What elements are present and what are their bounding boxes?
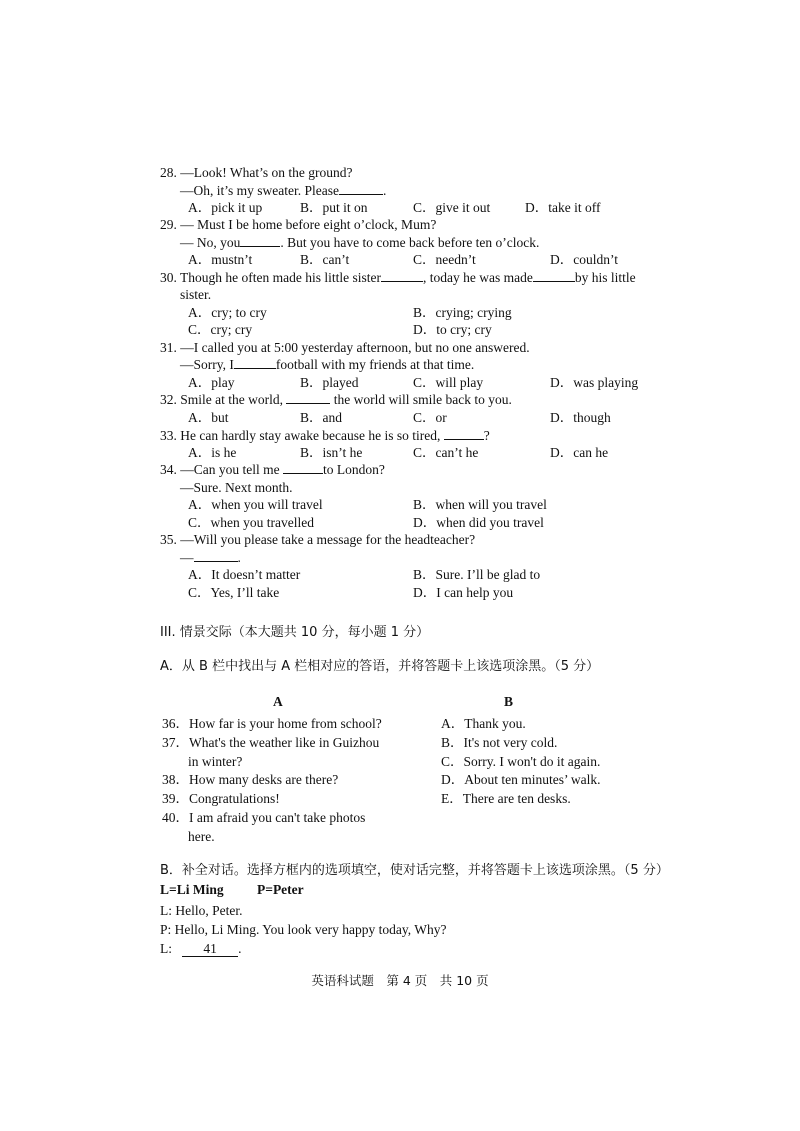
answer-blank (339, 182, 383, 195)
answer-blank (194, 549, 238, 562)
part-b-instruction: B．补全对话。选择方框内的选项填空，使对话完整，并将答题卡上该选项涂黑。（5 分） (160, 863, 669, 878)
q31-question: 31. —I called you at 5:00 yesterday afternoon, but no one answered. (160, 340, 530, 355)
q28-question: 28. —Look! What’s on the ground? (160, 165, 353, 180)
q35-option-d[interactable]: D．I can help you (413, 585, 514, 600)
q32-option-a[interactable]: A．but (188, 410, 229, 425)
q35-response (180, 549, 241, 566)
q28-option-a[interactable]: A．pick it up (188, 200, 263, 215)
q32-text-2: the world will smile back to you. (333, 392, 512, 407)
q34-option-b[interactable]: B．when will you travel (413, 497, 547, 512)
q35-question: 35. —Will you please take a message for the headteacher? (160, 532, 476, 547)
q30-option-b[interactable]: B．crying; crying (413, 305, 512, 320)
q33-text-2: ? (483, 428, 490, 443)
q28-response-end: . (382, 183, 387, 198)
q28-response (180, 182, 386, 199)
answer-blank (234, 356, 276, 369)
q33-option-d[interactable]: D．can he (550, 445, 609, 460)
q29-option-a[interactable]: A．mustn’t (188, 252, 253, 267)
q29-option-c[interactable]: C．needn’t (413, 252, 476, 267)
q34-response: —Sure. Next month. (180, 480, 293, 495)
q30-option-a[interactable]: A．cry; to cry (188, 305, 267, 320)
q29-option-b[interactable]: B．can’t (300, 252, 350, 267)
answer-blank (240, 234, 280, 247)
q35-response-text: — (180, 550, 194, 565)
q34-option-c[interactable]: C．when you travelled (188, 515, 314, 530)
q31-response-end: football with my friends at that time. (275, 357, 475, 372)
match-question: 38．How many desks are there? (162, 772, 339, 787)
blank-41[interactable]: 41 (182, 942, 238, 957)
q31-option-b[interactable]: B．played (300, 375, 359, 390)
q33-question (160, 427, 490, 444)
answer-blank (286, 391, 330, 404)
q33-text-1: 33. He can hardly stay awake because he is so tired, (160, 428, 441, 443)
q32-text-1: 32. Smile at the world, (160, 392, 283, 407)
q31-response (180, 356, 474, 373)
match-question: 36．How far is your home from school? (162, 716, 382, 731)
answer-blank (381, 269, 423, 282)
q33-option-c[interactable]: C．can’t he (413, 445, 479, 460)
q35-option-b[interactable]: B．Sure. I’ll be glad to (413, 567, 541, 582)
match-answer: E．There are ten desks. (441, 791, 571, 806)
q31-option-c[interactable]: C．will play (413, 375, 484, 390)
q33-option-a[interactable]: A．is he (188, 445, 237, 460)
q30-text-3: by his little (574, 270, 636, 285)
dialog-line: P: Hello, Li Ming. You look very happy today, Why? (160, 922, 447, 937)
role-peter: P=Peter (257, 882, 304, 897)
q30-option-c[interactable]: C．cry; cry (188, 322, 253, 337)
match-question-cont: here. (188, 829, 215, 844)
q32-question (160, 391, 512, 408)
q34-text-1: 34. —Can you tell me (160, 462, 280, 477)
match-question-cont: in winter? (188, 754, 243, 769)
q30-question-cont: sister. (180, 287, 212, 302)
q35-option-c[interactable]: C．Yes, I’ll take (188, 585, 280, 600)
q34-option-a[interactable]: A．when you will travel (188, 497, 323, 512)
q32-option-b[interactable]: B．and (300, 410, 342, 425)
match-question: 39．Congratulations! (162, 791, 280, 806)
match-answer: D．About ten minutes’ walk. (441, 772, 601, 787)
q34-text-2: to London? (322, 462, 385, 477)
match-answer: B．It's not very cold. (441, 735, 558, 750)
q31-option-a[interactable]: A．play (188, 375, 235, 390)
q28-option-c[interactable]: C．give it out (413, 200, 491, 215)
role-li-ming: L=Li Ming (160, 882, 224, 897)
section-title: III. 情景交际（本大题共 10 分，每小题 1 分） (160, 625, 430, 640)
answer-blank (533, 269, 575, 282)
q32-option-c[interactable]: C．or (413, 410, 447, 425)
q35-option-a[interactable]: A．It doesn’t matter (188, 567, 301, 582)
column-b-header: B (504, 694, 514, 709)
q32-option-d[interactable]: D．though (550, 410, 611, 425)
q28-response-text: —Oh, it’s my sweater. Please (180, 183, 339, 198)
q31-response-text: —Sorry, I (180, 357, 234, 372)
match-question: 40．I am afraid you can't take photos (162, 810, 366, 825)
dialog-line: L: Hello, Peter. (160, 903, 243, 918)
q29-response (180, 234, 539, 251)
column-a-header: A (273, 694, 283, 709)
q30-option-d[interactable]: D．to cry; cry (413, 322, 492, 337)
speaker-label: L: (160, 941, 172, 956)
match-answer: C．Sorry. I won't do it again. (441, 754, 601, 769)
answer-blank (283, 461, 323, 474)
q34-option-d[interactable]: D．when did you travel (413, 515, 544, 530)
dialog-end: . (238, 941, 242, 956)
q29-response-text: — No, you (180, 235, 241, 250)
match-question: 37．What's the weather like in Guizhou (162, 735, 380, 750)
part-a-instruction: A．从 B 栏中找出与 A 栏相对应的答语，并将答题卡上该选项涂黑。（5 分） (160, 659, 600, 674)
q29-option-d[interactable]: D．couldn’t (550, 252, 618, 267)
q28-option-b[interactable]: B．put it on (300, 200, 368, 215)
q35-response-end: . (237, 550, 241, 565)
q33-option-b[interactable]: B．isn’t he (300, 445, 363, 460)
q34-question (160, 461, 385, 478)
match-answer: A．Thank you. (441, 716, 526, 731)
dialog-line-blank (160, 940, 242, 957)
q30-text-1: 30. Though he often made his little sister (160, 270, 381, 285)
page-footer: 英语科试题 第 4 页 共 10 页 (311, 973, 489, 988)
q29-response-end: . But you have to come back before ten o’clock. (280, 235, 540, 250)
answer-blank (444, 427, 484, 440)
q29-question: 29. — Must I be home before eight o’clock, Mum? (160, 217, 437, 232)
q30-question (160, 269, 636, 286)
q31-option-d[interactable]: D．was playing (550, 375, 639, 390)
q30-text-2: , today he was made (422, 270, 533, 285)
q28-option-d[interactable]: D．take it off (525, 200, 601, 215)
